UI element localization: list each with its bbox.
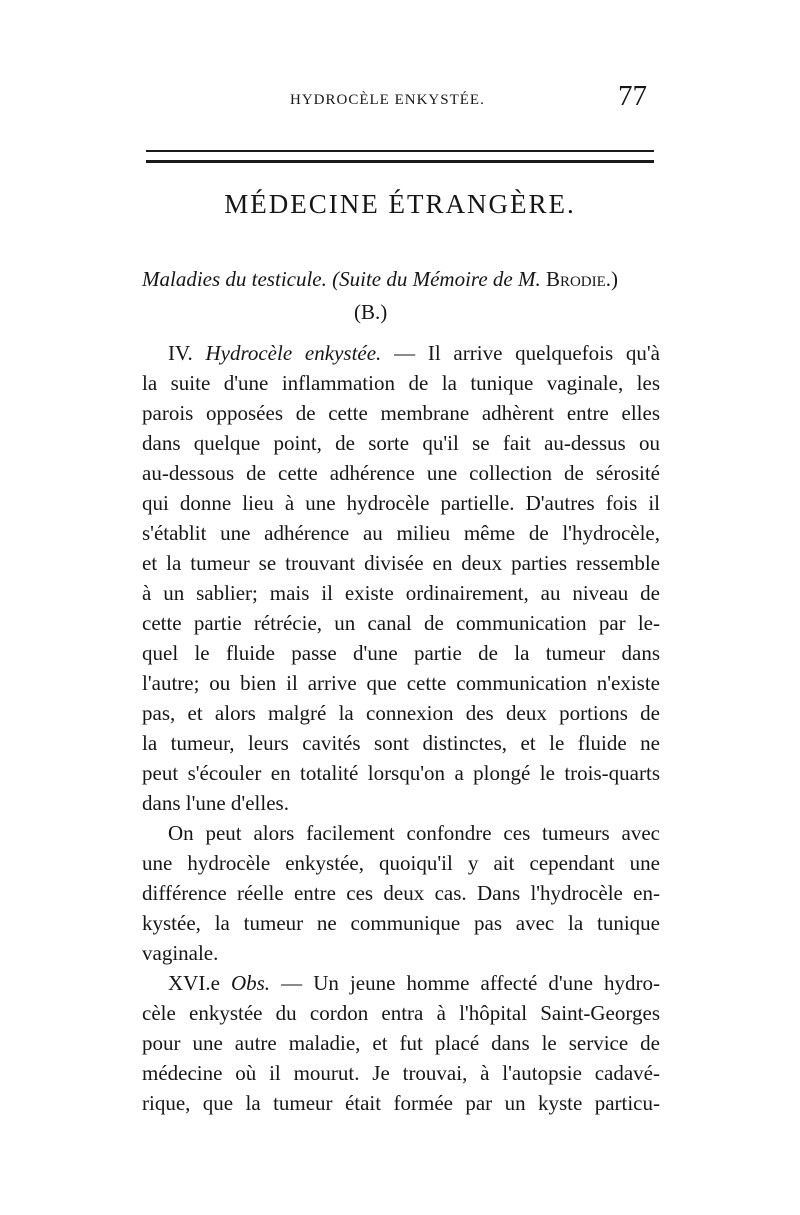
header-rule-thick — [146, 160, 654, 163]
text-line: kystée, la tumeur ne communique pas avec la tunique — [142, 911, 660, 935]
text-line: cette partie rétrécie, un canal de communication par le- — [142, 611, 660, 635]
text-line: pour une autre maladie, et fut placé dans le service de — [142, 1031, 660, 1055]
text-line: dans quelque point, de sorte qu'il se fait au-dessus ou — [142, 431, 660, 455]
header-rule-thin — [146, 150, 654, 152]
part-label: (B.) — [354, 300, 388, 324]
running-title: HYDROCÈLE ENKYSTÉE. — [290, 92, 485, 108]
text-line: cèle enkystée du cordon entra à l'hôpital Saint-Georges — [142, 1001, 660, 1025]
text-line: XVI.e Obs. — Un jeune homme affecté d'une hydro- — [168, 971, 660, 995]
text-line: à un sablier; mais il existe ordinairement, au niveau de — [142, 581, 660, 605]
text-line: dans l'une d'elles. — [142, 791, 289, 815]
article-title-main: Maladies du testicule. (Suite du Mémoire de M. — [142, 267, 546, 291]
text-line: On peut alors facilement confondre ces tumeurs avec — [168, 821, 660, 845]
text-line: peut s'écouler en totalité lorsqu'on a plongé le trois-quarts — [142, 761, 660, 785]
text-line: s'établit une adhérence au milieu même de l'hydrocèle, — [142, 521, 660, 545]
text-line: rique, que la tumeur était formée par un kyste particu- — [142, 1091, 660, 1115]
text-line: la suite d'une inflammation de la tunique vaginale, les — [142, 371, 660, 395]
text-line: quel le fluide passe d'une partie de la tumeur dans — [142, 641, 660, 665]
text-line: vaginale. — [142, 941, 219, 965]
text-line: et la tumeur se trouvant divisée en deux parties ressemble — [142, 551, 660, 575]
text-line: une hydrocèle enkystée, quoiqu'il y ait cependant une — [142, 851, 660, 875]
article-author: Brodie — [545, 267, 606, 291]
text-line: qui donne lieu à une hydrocèle partielle. D'autres fois il — [142, 491, 660, 515]
text-line: pas, et alors malgré la connexion des deux portions de — [142, 701, 660, 725]
text-line: au-dessous de cette adhérence une collection de sérosité — [142, 461, 660, 485]
page-number: 77 — [618, 80, 647, 112]
article-title — [142, 267, 662, 292]
text-line: l'autre; ou bien il arrive que cette communication n'existe — [142, 671, 660, 695]
text-line: la tumeur, leurs cavités sont distinctes, et le fluide ne — [142, 731, 660, 755]
text-line: parois opposées de cette membrane adhèrent entre elles — [142, 401, 660, 425]
section-title: MÉDECINE ÉTRANGÈRE. — [224, 189, 576, 219]
text-line: différence réelle entre ces deux cas. Dans l'hydrocèle en- — [142, 881, 660, 905]
text-line: médecine où il mourut. Je trouvai, à l'autopsie cadavé- — [142, 1061, 660, 1085]
article-title-end: .) — [605, 267, 619, 291]
text-line: IV. Hydrocèle enkystée. — Il arrive quelquefois qu'à — [168, 341, 660, 365]
